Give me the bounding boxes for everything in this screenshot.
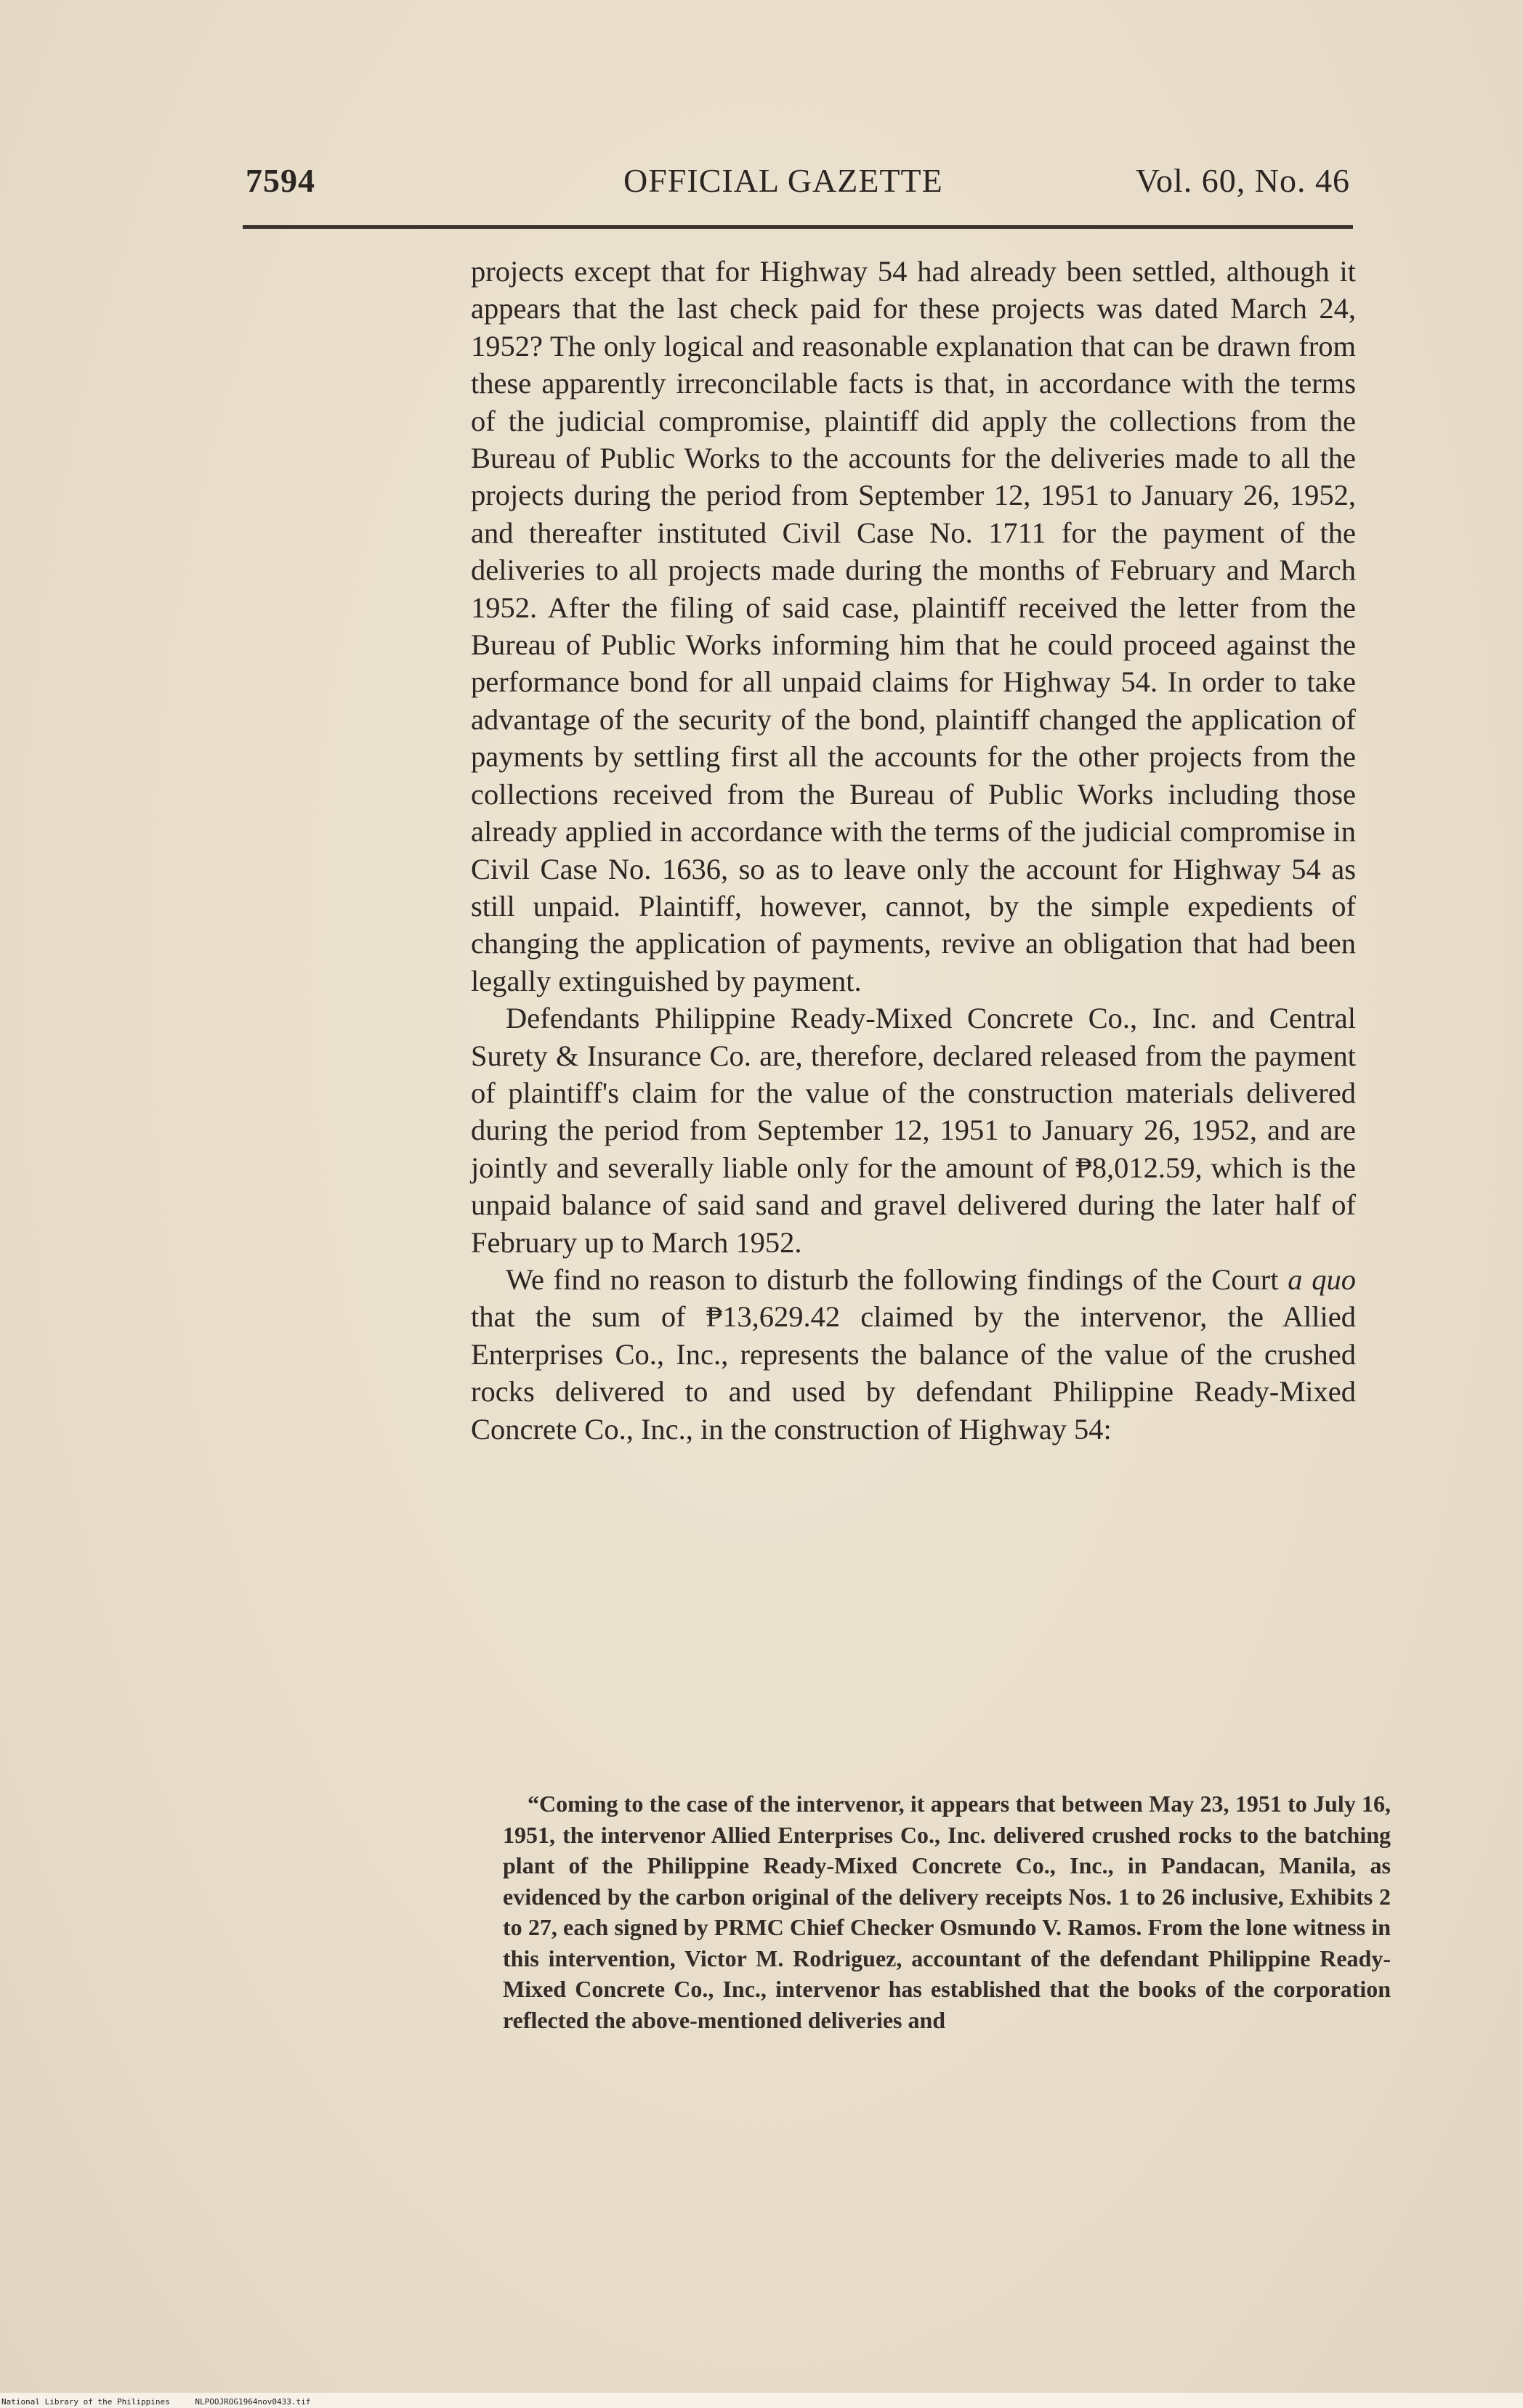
paragraph-2: Defendants Philippine Ready-Mixed Concrete Co., Inc. and Central Surety & Insurance Co. are, therefore, declared released from the payment of plaintiff's claim for the value of the construction materials delivered during the period from September 12, 1951 to January 26, 1952, and are jointly and severally liable only for the amount of ₱8,012.59, which is the unpaid balance of said sand and gravel delivered during the later half of February up to March 1952. [471, 1002, 1356, 1259]
scan-footer [1, 2397, 331, 2407]
main-text [471, 253, 1356, 1448]
publication-title: OFFICIAL GAZETTE [623, 162, 943, 199]
header-rule [243, 225, 1353, 229]
quote-text: “Coming to the case of the intervenor, it appears that between May 23, 1951 to July 16, 1951, the intervenor Allied Enterprises Co., Inc. delivered crushed rocks to the batching plant of the Philippine Ready-Mixed Concrete Co., Inc., in Pandacan, Manila, as evidenced by the carbon original of the delivery receipts Nos. 1 to 26 inclusive, Exhibits 2 to 27, each signed by PRMC Chief Checker Osmundo V. Ramos. From the lone witness in this intervention, Victor M. Rodriguez, accountant of the defendant Philippine Ready-Mixed Concrete Co., Inc., intervenor has established that the books of the corporation reflected the above-mentioned deliveries and [503, 1791, 1391, 2033]
paragraph-3-text-a: We find no reason to disturb the following findings of the Court [506, 1262, 1288, 1296]
page-number: 7594 [246, 162, 315, 199]
paragraph-3-italic: a quo [1288, 1262, 1357, 1296]
paragraph-1: projects except that for Highway 54 had already been settled, although it appears that the last check paid for these projects was dated March 24, 1952? The only logical and reasonable explanation that can be drawn from these apparently irreconcilable facts is that, in accordance with the terms of the judicial compromise, plaintiff did apply the collections from the Bureau of Public Works to the accounts for the deliveries made to all the projects during the period from September 12, 1951 to January 26, 1952, and thereafter instituted Civil Case No. 1711 for the payment of the deliveries to all projects made during the months of February and March 1952. After the filing of said case, plaintiff received the letter from the Bureau of Public Works informing him that he could proceed against the performance bond for all unpaid claims for Highway 54. In order to take advantage of the security of the bond, plaintiff changed the application of payments by settling first all the accounts for the other projects from the collections received from the Bureau of Public Works including those already applied in accordance with the terms of the judicial compromise in Civil Case No. 1636, so as to leave only the account for Highway 54 as still unpaid. Plaintiff, however, cannot, by the simple expedients of changing the application of payments, revive an obligation that had been legally extinguished by payment. [471, 255, 1356, 997]
volume-issue: Vol. 60, No. 46 [1135, 162, 1350, 199]
footer-library: National Library of the Philippines [1, 2397, 170, 2407]
footer-filename: NLPOOJROG1964nov0433.tif [195, 2397, 311, 2407]
paragraph-3 [471, 1261, 1356, 1448]
page-header [246, 161, 1350, 212]
paragraph-3-text-b: that the sum of ₱13,629.42 claimed by the intervenor, the Allied Enterprises Co., Inc., represents the balance of the value of the crushed rocks delivered to and used by defendant Philippine Ready-Mixed Concrete Co., Inc., in the construction of Highway 54: [471, 1300, 1356, 1446]
block-quote [503, 1788, 1391, 2035]
